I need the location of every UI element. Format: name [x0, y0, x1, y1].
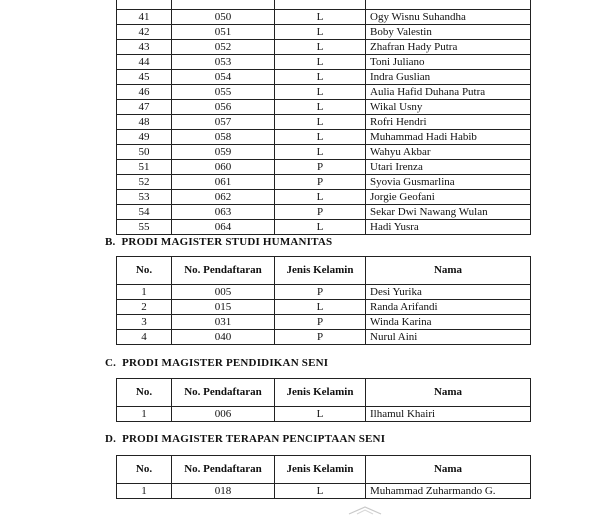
cell-gender: L [275, 145, 366, 160]
cell-gender: L [275, 484, 366, 499]
section-b-heading: PRODI MAGISTER STUDI HUMANITAS [121, 236, 333, 248]
cell-name: Rofri Hendri [366, 115, 531, 130]
header-registration: No. Pendaftaran [172, 456, 275, 484]
cell-registration: 057 [172, 115, 275, 130]
cell-gender: L [275, 55, 366, 70]
cell-no: 53 [117, 190, 172, 205]
cell-name: Randa Arifandi [366, 300, 531, 315]
table-row [117, 190, 531, 205]
cell-no: 41 [117, 10, 172, 25]
cell-gender: L [275, 190, 366, 205]
table-row [117, 175, 531, 190]
table-row [117, 100, 531, 115]
cell-registration: 031 [172, 315, 275, 330]
cell-name: Nurul Aini [366, 330, 531, 345]
section-c-heading: PRODI MAGISTER PENDIDIKAN SENI [122, 357, 329, 369]
cell-gender: L [275, 100, 366, 115]
table-row [117, 285, 531, 300]
stamp-mark-icon [347, 505, 383, 515]
cell-name: Ilhamul Khairi [366, 407, 531, 422]
table-row [117, 300, 531, 315]
cell-gender: P [275, 175, 366, 190]
table-row [117, 130, 531, 145]
cell-gender: L [275, 130, 366, 145]
cell-no: 51 [117, 160, 172, 175]
cell-no: 2 [117, 300, 172, 315]
header-registration: No. Pendaftaran [172, 379, 275, 407]
header-gender: Jenis Kelamin [275, 379, 366, 407]
cell-registration: 005 [172, 285, 275, 300]
cell-registration: 064 [172, 220, 275, 235]
cell-registration: 058 [172, 130, 275, 145]
cell-name: Winda Karina [366, 315, 531, 330]
cell-gender: L [275, 70, 366, 85]
cell-name: Indra Guslian [366, 70, 531, 85]
cell-no: 46 [117, 85, 172, 100]
cell-registration: 059 [172, 145, 275, 160]
section-d-letter: D. [105, 433, 117, 445]
cell-name: Boby Valestin [366, 25, 531, 40]
table-section-a [116, 0, 531, 235]
table-row [117, 55, 531, 70]
cell-registration: 054 [172, 70, 275, 85]
cell-registration [172, 0, 275, 10]
table-row [117, 160, 531, 175]
header-name: Nama [366, 456, 531, 484]
table-row [117, 85, 531, 100]
cell-name: Syovia Gusmarlina [366, 175, 531, 190]
cell-gender: P [275, 315, 366, 330]
header-registration: No. Pendaftaran [172, 257, 275, 285]
table-row [117, 205, 531, 220]
cell-no: 52 [117, 175, 172, 190]
cell-name: Wahyu Akbar [366, 145, 531, 160]
cell-gender: L [275, 10, 366, 25]
cell-no: 1 [117, 484, 172, 499]
cell-no [117, 0, 172, 10]
cell-name: Zhafran Hady Putra [366, 40, 531, 55]
table-row [117, 407, 531, 422]
cell-no: 47 [117, 100, 172, 115]
cell-no: 1 [117, 407, 172, 422]
cell-name: Aulia Hafid Duhana Putra [366, 85, 531, 100]
header-gender: Jenis Kelamin [275, 456, 366, 484]
section-c-title [105, 357, 334, 369]
cell-gender: L [275, 407, 366, 422]
table-row [117, 484, 531, 499]
cell-no: 3 [117, 315, 172, 330]
cell-no: 1 [117, 285, 172, 300]
table-section-d [116, 455, 531, 499]
cell-registration: 051 [172, 25, 275, 40]
cell-name: Jorgie Geofani [366, 190, 531, 205]
cell-name: Sekar Dwi Nawang Wulan [366, 205, 531, 220]
cell-registration: 055 [172, 85, 275, 100]
cell-no: 54 [117, 205, 172, 220]
cell-name: Desi Yurika [366, 285, 531, 300]
cell-registration: 056 [172, 100, 275, 115]
cell-registration: 063 [172, 205, 275, 220]
cell-registration: 050 [172, 10, 275, 25]
cell-no: 49 [117, 130, 172, 145]
header-name: Nama [366, 379, 531, 407]
header-no: No. [117, 379, 172, 407]
cell-no: 43 [117, 40, 172, 55]
cell-registration: 018 [172, 484, 275, 499]
header-name: Nama [366, 257, 531, 285]
cell-gender: P [275, 205, 366, 220]
table-row [117, 70, 531, 85]
cell-no: 42 [117, 25, 172, 40]
cell-gender: L [275, 220, 366, 235]
cell-name: Hadi Yusra [366, 220, 531, 235]
cell-registration: 061 [172, 175, 275, 190]
table-row [117, 10, 531, 25]
table-row [117, 330, 531, 345]
table-row [117, 115, 531, 130]
cell-registration: 062 [172, 190, 275, 205]
cell-gender: L [275, 300, 366, 315]
table-section-b [116, 256, 531, 345]
cell-name: Muhammad Zuharmando G. [366, 484, 531, 499]
cell-name: Utari Irenza [366, 160, 531, 175]
cell-name [366, 0, 531, 10]
table-row [117, 315, 531, 330]
table-row [117, 40, 531, 55]
table-row [117, 0, 531, 10]
header-no: No. [117, 257, 172, 285]
cell-no: 4 [117, 330, 172, 345]
cell-no: 50 [117, 145, 172, 160]
cell-no: 48 [117, 115, 172, 130]
table-row [117, 25, 531, 40]
cell-registration: 040 [172, 330, 275, 345]
cell-no: 55 [117, 220, 172, 235]
cell-registration: 053 [172, 55, 275, 70]
section-b-title [105, 236, 338, 248]
cell-gender: P [275, 160, 366, 175]
cell-gender [275, 0, 366, 10]
cell-no: 45 [117, 70, 172, 85]
section-b-letter: B. [105, 236, 116, 248]
section-c-letter: C. [105, 357, 117, 369]
header-no: No. [117, 456, 172, 484]
table-section-c [116, 378, 531, 422]
table-row [117, 145, 531, 160]
cell-gender: L [275, 85, 366, 100]
cell-gender: P [275, 330, 366, 345]
cell-registration: 052 [172, 40, 275, 55]
table-row [117, 220, 531, 235]
cell-gender: P [275, 285, 366, 300]
cell-registration: 060 [172, 160, 275, 175]
cell-registration: 006 [172, 407, 275, 422]
section-d-title [105, 433, 391, 445]
cell-name: Wikal Usny [366, 100, 531, 115]
cell-name: Ogy Wisnu Suhandha [366, 10, 531, 25]
cell-name: Toni Juliano [366, 55, 531, 70]
cell-gender: L [275, 40, 366, 55]
cell-gender: L [275, 25, 366, 40]
cell-registration: 015 [172, 300, 275, 315]
cell-gender: L [275, 115, 366, 130]
cell-no: 44 [117, 55, 172, 70]
cell-name: Muhammad Hadi Habib [366, 130, 531, 145]
header-gender: Jenis Kelamin [275, 257, 366, 285]
section-d-heading: PRODI MAGISTER TERAPAN PENCIPTAAN SENI [122, 433, 386, 445]
